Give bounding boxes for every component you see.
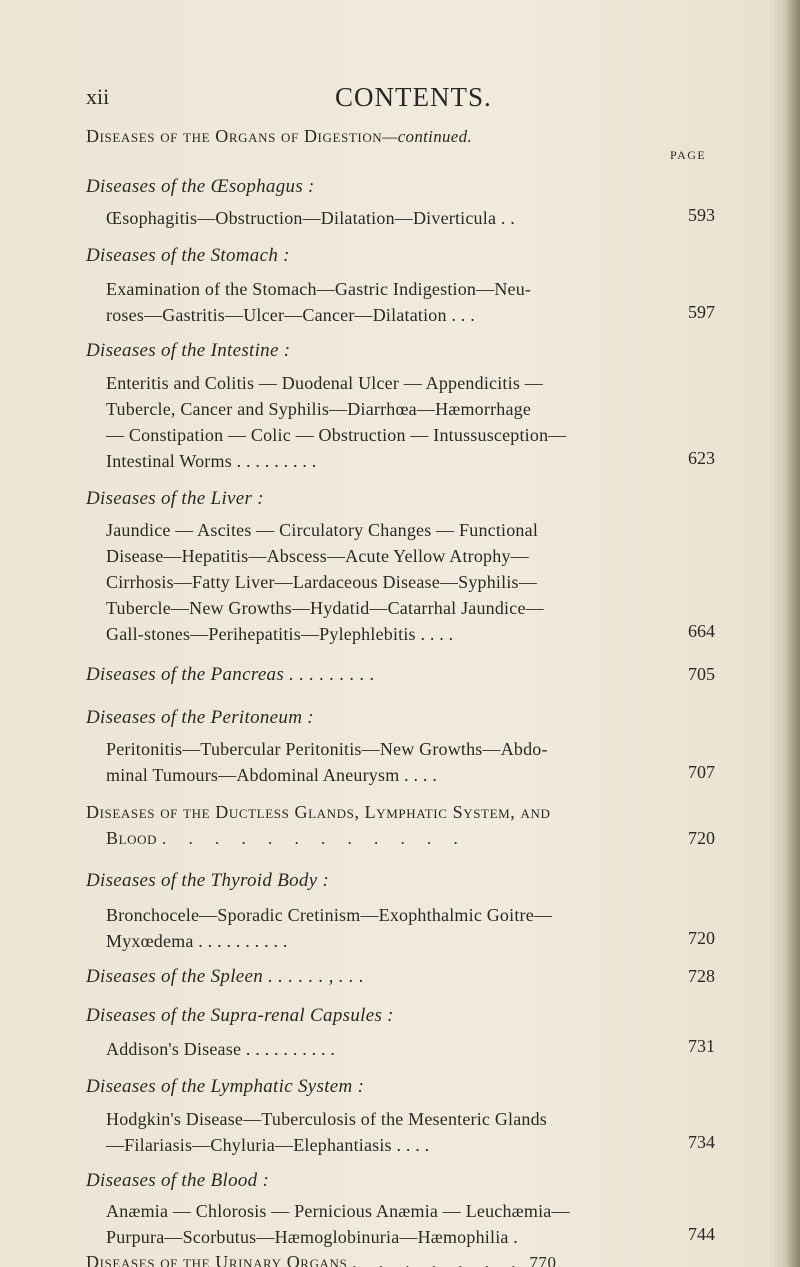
entry-line: —Filariasis—Chyluria—Elephantiasis . . . .	[106, 1135, 430, 1155]
entry-line: Œsophagitis—Obstruction—Dilatation—Diverticula . .	[106, 208, 515, 228]
subheading: Diseases of the Thyroid Body :	[86, 870, 330, 891]
page-column-label: PAGE	[670, 148, 707, 162]
page-number: 597	[688, 302, 715, 322]
entry-line: Peritonitis—Tubercular Peritonitis—New Growths—Abdo-	[106, 739, 548, 759]
entry-line: Cirrhosis—Fatty Liver—Lardaceous Disease—Syphilis—	[106, 572, 537, 592]
entry-line: Examination of the Stomach—Gastric Indigestion—Neu-	[106, 279, 532, 299]
entry-text	[106, 370, 676, 474]
continued-label: —continued.	[382, 127, 472, 146]
entry-line: minal Tumours—Abdominal Aneurysm . . . .	[106, 765, 438, 785]
section-heading-ductless-line2	[106, 828, 746, 849]
entry-line: Gall-stones—Perihepatitis—Pylephlebitis . . . .	[106, 624, 454, 644]
page-number: 728	[688, 966, 715, 986]
subheading: Diseases of the Lymphatic System :	[86, 1076, 365, 1097]
section-heading-digestion	[86, 126, 726, 147]
subheading: Diseases of the Pancreas . . . . . . . . .	[86, 664, 375, 685]
subheading: Diseases of the Stomach :	[86, 245, 290, 266]
leader-dots: . . . . . . . . . . . .	[161, 829, 467, 848]
section-title-line2: Blood	[106, 828, 158, 848]
section-heading-ductless	[86, 802, 726, 823]
page-number: 593	[688, 205, 715, 225]
page-number	[545, 1253, 563, 1267]
page-number: 707	[688, 762, 715, 782]
page-number: 720	[688, 828, 715, 848]
entry-line: Hodgkin's Disease—Tuberculosis of the Mesenteric Glands	[106, 1109, 548, 1129]
section-title: Diseases of the Urinary Organs	[86, 1252, 348, 1267]
entry-text	[106, 1036, 676, 1062]
page-number: 744	[688, 1224, 715, 1244]
subheading	[86, 1253, 298, 1267]
subheading: Diseases of the Supra-renal Capsules :	[86, 1005, 394, 1026]
entry-line: Myxœdema . . . . . . . . . .	[106, 931, 288, 951]
running-header	[0, 82, 800, 116]
subheading: Diseases of the Œsophagus :	[86, 176, 315, 197]
entry-line: roses—Gastritis—Ulcer—Cancer—Dilatation . . .	[106, 305, 475, 325]
page-number: 734	[688, 1132, 715, 1152]
subheading: Diseases of the Liver :	[86, 488, 264, 509]
subheading: Diseases of the Blood :	[86, 1170, 270, 1191]
entry-text	[106, 205, 676, 231]
page-number: 720	[688, 928, 715, 948]
entry-line: Bronchocele—Sporadic Cretinism—Exophthalmic Goitre—	[106, 905, 553, 925]
entry-line: Disease—Hepatitis—Abscess—Acute Yellow Atrophy—	[106, 546, 529, 566]
subheading: Diseases of the Peritoneum :	[86, 707, 314, 728]
entry-text	[106, 1224, 676, 1250]
section-title: Diseases of the Organs of Digestion	[86, 126, 383, 146]
page-number: 770	[529, 1253, 557, 1267]
entry-line: — Constipation — Colic — Obstruction — Intussusception—	[106, 425, 567, 445]
urine-subheading	[86, 1253, 686, 1267]
entry-line: Intestinal Worms . . . . . . . . .	[106, 451, 317, 471]
entry-text	[106, 517, 676, 647]
entry-line	[301, 1253, 543, 1267]
subheading: Diseases of the Spleen . . . . . . , . . .	[86, 966, 365, 987]
entry-text	[106, 736, 676, 788]
page-number: 664	[688, 621, 715, 641]
page-number: 623	[688, 448, 715, 468]
running-title: CONTENTS.	[335, 82, 492, 112]
entry-line: Tubercle—New Growths—Hydatid—Catarrhal Jaundice—	[106, 598, 544, 618]
entry-line: Enteritis and Colitis — Duodenal Ulcer — Appendicitis —	[106, 373, 543, 393]
entry-text	[106, 1198, 676, 1224]
page-edge-shadow	[786, 0, 800, 1267]
entry-line: Anæmia — Chlorosis — Pernicious Anæmia — Leuchæmia—	[106, 1201, 570, 1221]
entry-line: Jaundice — Ascites — Circulatory Changes — Functional	[106, 520, 539, 540]
page-number: 705	[688, 664, 715, 684]
subheading: Diseases of the Intestine :	[86, 340, 291, 361]
entry-text	[106, 902, 676, 954]
entry-text	[106, 276, 676, 328]
leader-dots: . . . . . . .	[352, 1253, 525, 1267]
entry-line: Tubercle, Cancer and Syphilis—Diarrhœa—Hæmorrhage	[106, 399, 532, 419]
folio-number: xii	[86, 84, 110, 109]
section-title-line1: Diseases of the Ductless Glands, Lymphatic System, and	[86, 802, 551, 822]
entry-line: Purpura—Scorbutus—Hæmoglobinuria—Hæmophilia .	[106, 1227, 518, 1247]
page-number: 731	[688, 1036, 715, 1056]
entry-text	[106, 1106, 676, 1158]
entry-line: Addison's Disease . . . . . . . . . .	[106, 1039, 336, 1059]
